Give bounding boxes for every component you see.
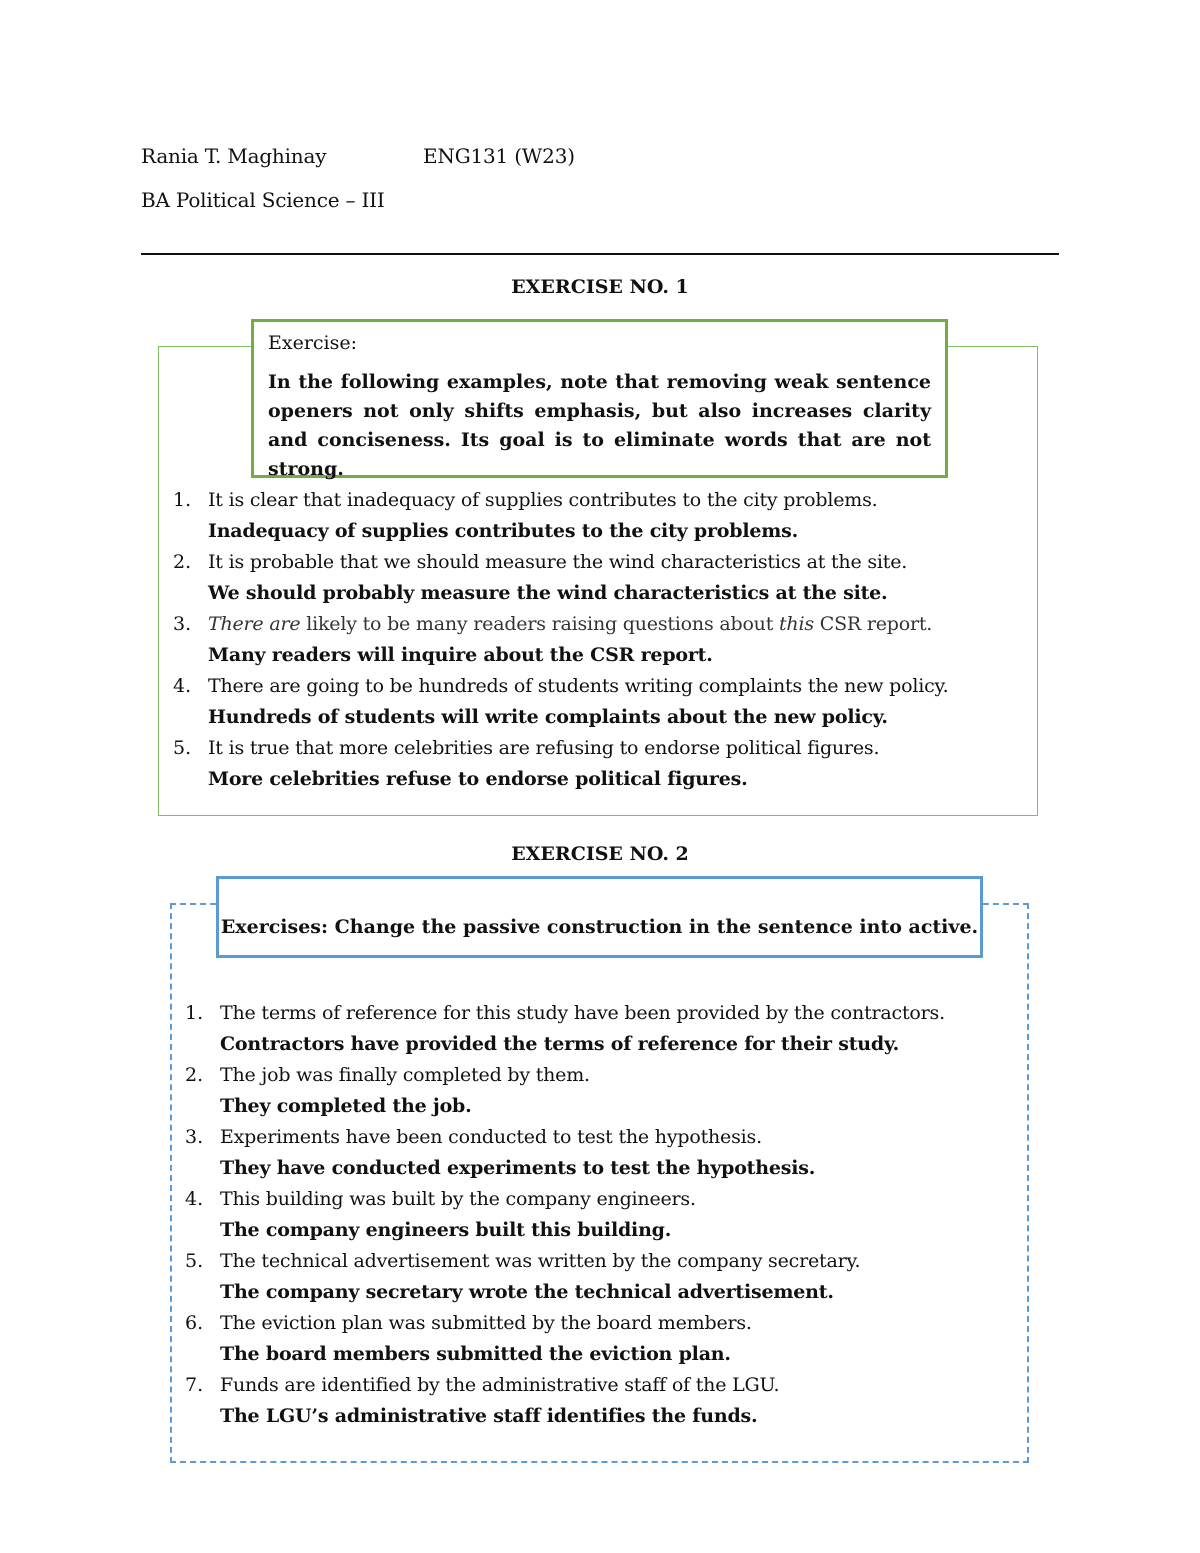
list-item [173,733,948,795]
item-number: 2. [173,551,192,573]
item-number: 5. [185,1250,204,1272]
exercise-2-list [185,998,945,1432]
item-number: 5. [173,737,192,759]
item-answer: They completed the job. [220,1095,472,1117]
item-question: It is probable that we should measure the wind characteristics at the site. [208,551,908,573]
item-number: 1. [173,489,192,511]
item-answer: We should probably measure the wind characteristics at the site. [208,582,888,604]
list-item [173,547,948,609]
item-number: 6. [185,1312,204,1334]
item-answer: They have conducted experiments to test the hypothesis. [220,1157,816,1179]
item-number: 2. [185,1064,204,1086]
exercise-1-list [173,485,949,795]
exercise-1-instruction-box [251,319,948,478]
item-question: The technical advertisement was written by the company secretary. [220,1250,861,1272]
list-item [185,1370,945,1432]
list-item [185,998,945,1060]
program-year: BA Political Science – III [141,188,385,212]
exercise-1-instruction: In the following examples, note that removing weak sentence openers not only shifts emphasis, but also increases clarity and conciseness. Its goal is to eliminate words that are not strong. [268,371,931,480]
item-question: The eviction plan was submitted by the board members. [220,1312,752,1334]
item-number: 7. [185,1374,204,1396]
item-question [208,609,948,640]
item-answer: Hundreds of students will write complaints about the new policy. [208,706,888,728]
exercise-2-instruction-box [216,876,983,958]
list-item [185,1246,945,1308]
exercise-1-title: EXERCISE NO. 1 [511,276,689,298]
question-part: likely to be many readers raising questions about [300,613,779,635]
item-question: The terms of reference for this study have been provided by the contractors. [220,1002,945,1024]
item-answer: Many readers will inquire about the CSR report. [208,644,713,666]
item-question: Experiments have been conducted to test the hypothesis. [220,1126,762,1148]
header-rule [141,253,1059,255]
list-item [185,1184,945,1246]
list-item [173,485,948,547]
item-question: Funds are identified by the administrative staff of the LGU. [220,1374,780,1396]
question-italic-part: this [779,613,814,635]
list-item [173,671,949,733]
item-question: It is true that more celebrities are refusing to endorse political figures. [208,737,880,759]
list-item [185,1308,945,1370]
course-code: ENG131 (W23) [423,144,575,168]
item-question: There are going to be hundreds of students writing complaints the new policy. [208,675,949,697]
list-item [185,1122,945,1184]
item-question: This building was built by the company engineers. [220,1188,696,1210]
item-number: 4. [185,1188,204,1210]
exercise-2-instruction: Exercises: Change the passive construction in the sentence into active. [220,916,979,938]
exercise-2-title: EXERCISE NO. 2 [511,843,689,865]
item-answer: Contractors have provided the terms of reference for their study. [220,1033,900,1055]
question-part: CSR report. [813,613,933,635]
list-item [185,1060,945,1122]
exercise-1-box-label: Exercise: [268,332,358,354]
item-question: The job was finally completed by them. [220,1064,590,1086]
item-number: 4. [173,675,192,697]
item-question: It is clear that inadequacy of supplies contributes to the city problems. [208,489,878,511]
item-answer: Inadequacy of supplies contributes to the city problems. [208,520,799,542]
item-answer: The company engineers built this building. [220,1219,672,1241]
item-answer: The company secretary wrote the technical advertisement. [220,1281,834,1303]
item-answer: More celebrities refuse to endorse political figures. [208,768,748,790]
student-name: Rania T. Maghinay [141,144,327,168]
item-number: 3. [185,1126,204,1148]
item-answer: The board members submitted the eviction plan. [220,1343,731,1365]
item-answer: The LGU’s administrative staff identifies the funds. [220,1405,758,1427]
item-number: 3. [173,613,192,635]
item-number: 1. [185,1002,204,1024]
question-italic-part: There are [208,613,301,635]
list-item [173,609,948,671]
